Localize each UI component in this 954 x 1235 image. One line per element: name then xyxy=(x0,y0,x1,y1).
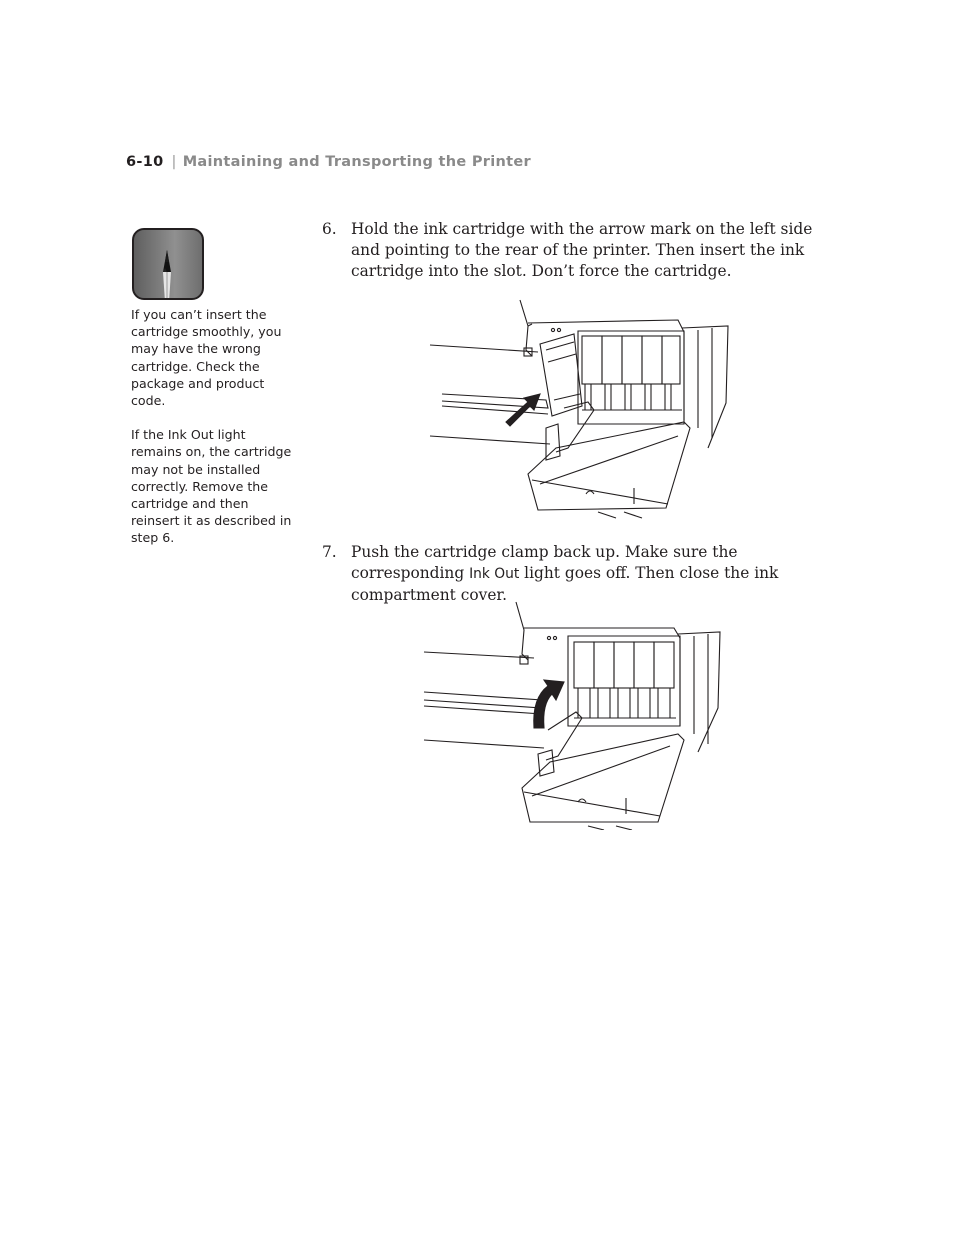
note-text-before: If the xyxy=(131,427,168,443)
step-number: 6. xyxy=(322,220,337,238)
note-text-after: light remains on, the cartridge may not be installed correctly. Remove the cartridge and then reinsert it as described in step 6. xyxy=(131,427,292,546)
ink-out-label: Ink Out xyxy=(167,427,214,443)
figure-insert-cartridge xyxy=(428,298,730,524)
step-6 xyxy=(322,219,832,281)
ink-out-label: Ink Out xyxy=(469,565,520,582)
step-number: 7. xyxy=(322,543,337,561)
note-wrong-cartridge: If you can’t insert the cartridge smoothly, you may have the wrong cartridge. Check the package and product code. xyxy=(131,307,282,409)
step-7 xyxy=(322,542,832,605)
clamp-up-arrow-icon xyxy=(534,680,564,728)
figure-push-clamp xyxy=(422,600,724,830)
sidebar-notes xyxy=(131,306,296,564)
note-ink-out-light xyxy=(131,426,296,546)
chapter-title: Maintaining and Transporting the Printer xyxy=(182,154,531,170)
pencil-note-icon xyxy=(132,228,204,300)
step-text xyxy=(351,542,832,605)
page-number: 6-10 xyxy=(126,154,164,170)
step-text: Hold the ink cartridge with the arrow mark on the left side and pointing to the rear of the printer. Then insert the ink cartridge into the slot. Don’t force the cartridge. xyxy=(351,220,813,280)
running-header xyxy=(126,154,531,170)
header-separator: | xyxy=(171,154,177,170)
step-text-before: Push the cartridge clamp back up. Make sure the corresponding xyxy=(351,543,738,582)
step-text-after: light goes off. Then close the ink compartment cover. xyxy=(351,563,779,604)
